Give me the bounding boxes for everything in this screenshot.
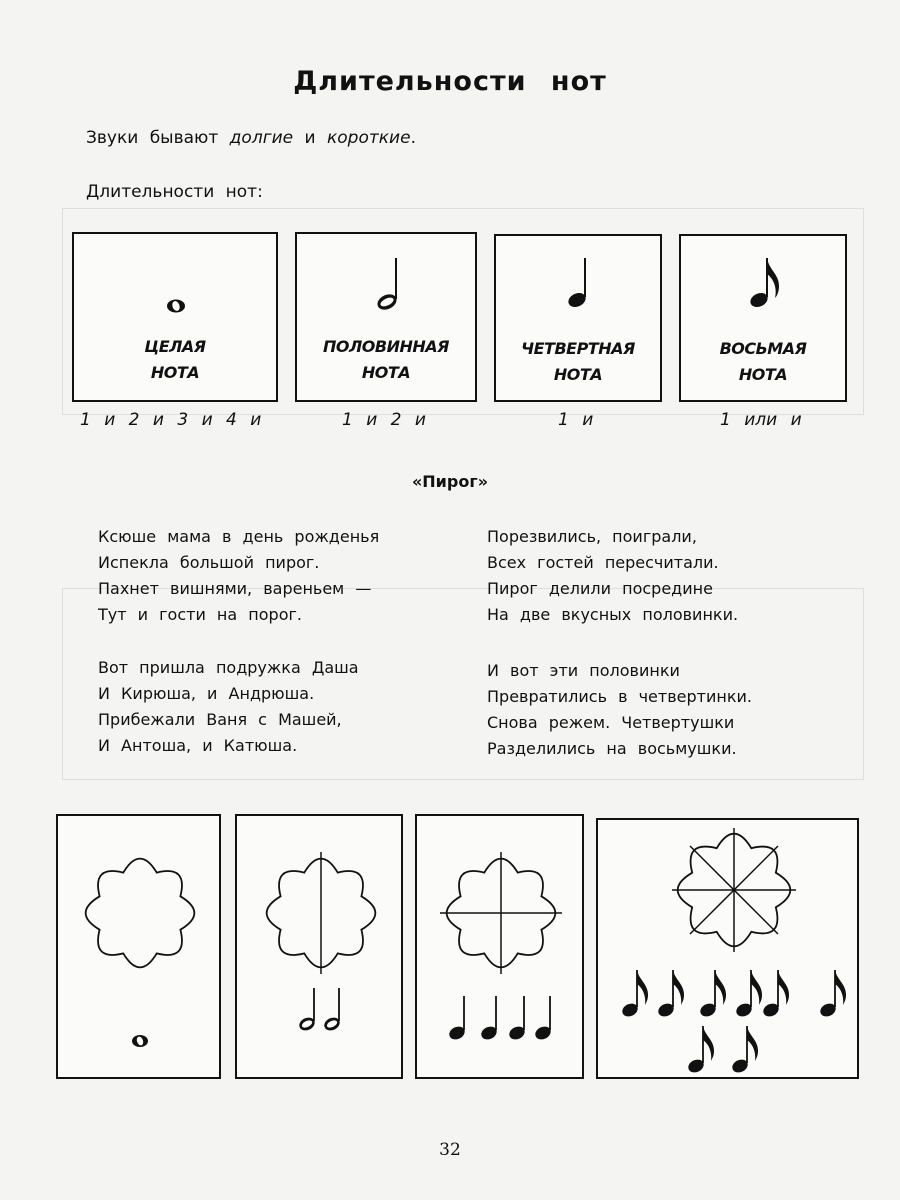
eighth-note-flag — [673, 970, 684, 1005]
count-eighth: 1 или и — [720, 410, 802, 430]
eighth-notes-icon — [620, 970, 846, 1075]
eighth-note-flag — [778, 970, 789, 1005]
note-name: ЦЕЛАЯ НОТА — [144, 337, 206, 382]
quarter-note-card — [494, 234, 662, 402]
whole-pie-card — [56, 814, 221, 1079]
half-note-card — [295, 232, 477, 402]
intro-text: Звуки бывают долгие и короткие. — [86, 128, 416, 148]
poem-title: «Пирог» — [411, 472, 489, 491]
whole-note-icon — [132, 1035, 148, 1047]
whole-pie-icon — [86, 859, 195, 968]
count-quarter: 1 и — [558, 410, 594, 430]
note-name: ВОСЬМАЯ НОТА — [719, 339, 807, 384]
eighths-pie-card — [596, 818, 859, 1079]
eighth-note-flag — [637, 970, 648, 1005]
quarter-notes-icon — [447, 996, 553, 1042]
note-name: ПОЛОВИННАЯ НОТА — [323, 337, 449, 382]
quartered-pie-icon — [440, 852, 562, 974]
quartered-pie-card — [415, 814, 584, 1079]
halved-pie-icon — [267, 852, 376, 974]
note-name: ЧЕТВЕРТНАЯ НОТА — [521, 339, 635, 384]
halved-pie-card — [235, 814, 403, 1079]
eighth-note-flag — [715, 970, 726, 1005]
page-number: 32 — [439, 1140, 461, 1160]
poem-stanza: И вот эти половинки Превратились в четвертинки. Снова режем. Четвертушки Разделились на восьмушки. — [487, 661, 752, 758]
eighth-note-flag — [747, 1026, 758, 1061]
poem-stanza: Ксюше мама в день рожденья Испекла большой пирог. Пахнет вишнями, вареньем — Тут и гости на порог. — [98, 527, 380, 624]
eighth-note-flag — [703, 1026, 714, 1061]
poem-stanza: Вот пришла подружка Даша И Кирюша, и Андрюша. Прибежали Ваня с Машей, И Антоша, и Катюша. — [98, 658, 359, 755]
page-title: Длительности нот — [293, 66, 607, 97]
poem-stanza: Порезвились, поиграли, Всех гостей пересчитали. Пирог делили посредине На две вкусных половинки. — [487, 527, 739, 624]
whole-note-card — [72, 232, 278, 402]
count-whole: 1 и 2 и 3 и 4 и — [80, 410, 262, 430]
eighth-note-card — [679, 234, 847, 402]
eighth-note-flag — [751, 970, 762, 1005]
half-notes-icon — [297, 988, 342, 1033]
durations-label: Длительности нот: — [86, 182, 263, 202]
eighth-note-flag — [835, 970, 846, 1005]
count-half: 1 и 2 и — [342, 410, 426, 430]
eighths-pie-icon — [672, 828, 796, 952]
